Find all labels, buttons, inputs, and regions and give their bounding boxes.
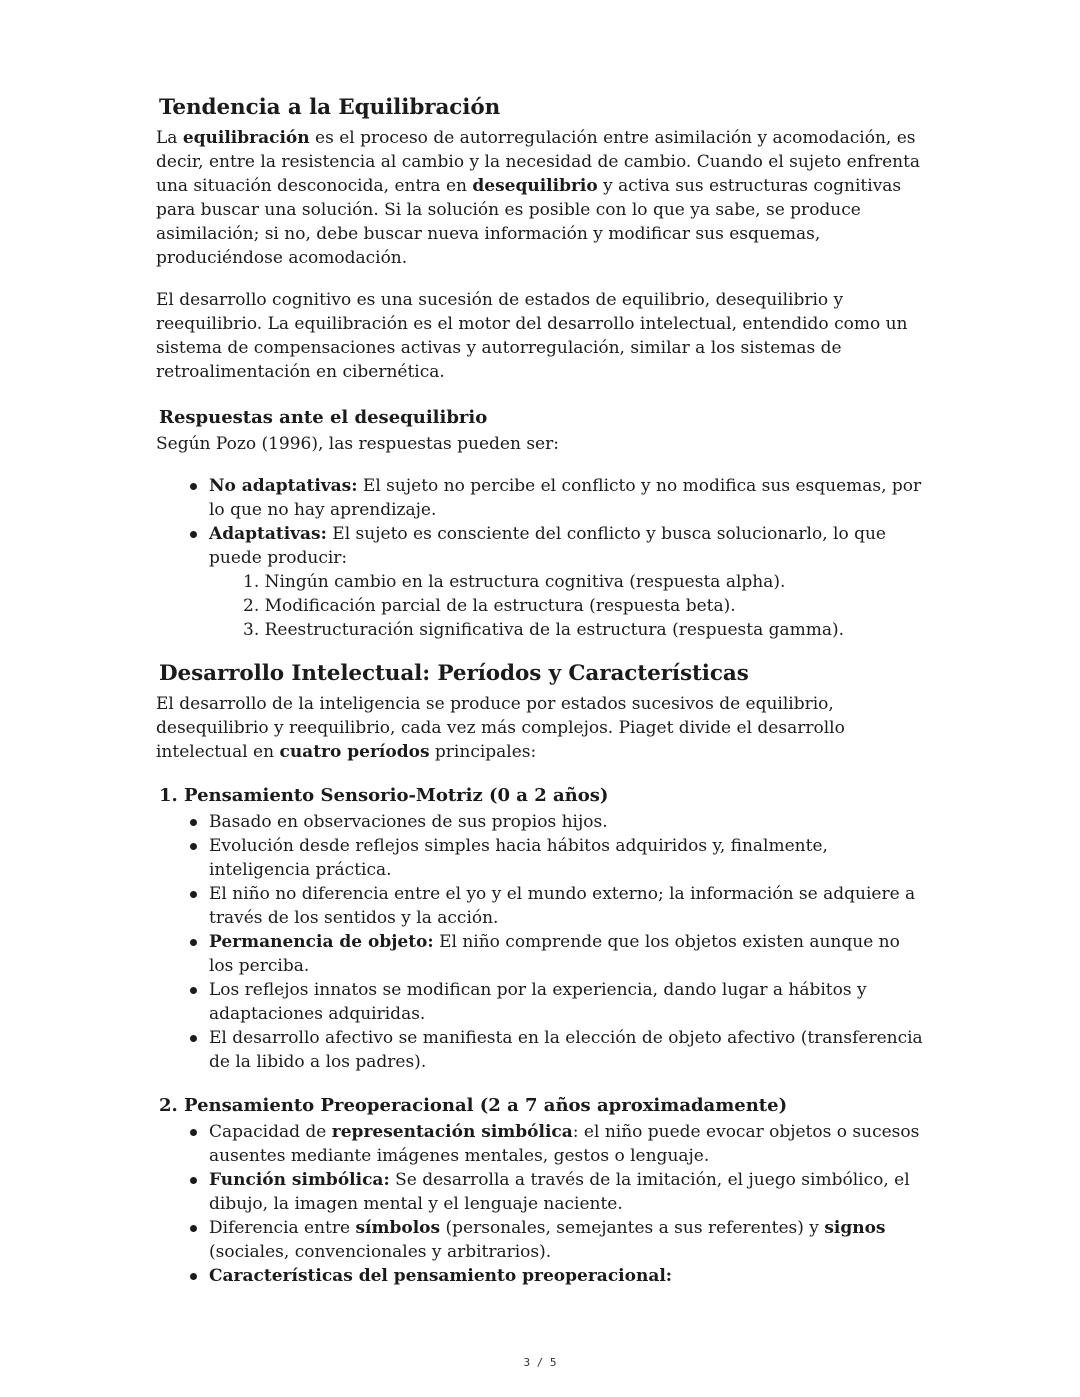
list-item: 2. Modificación parcial de la estructura (respuesta beta). [243,596,736,616]
sensorio-motriz-list [156,810,926,1074]
list-item: El niño no diferencia entre el yo y el mundo externo; la información se adquiere a través de los sentidos y la acción. [186,882,926,930]
paragraph-equilibracion-definition: La equilibración es el proceso de autorregulación entre asimilación y acomodación, es decir, entre la resistencia al cambio y la necesidad de cambio. Cuando el sujeto enfrenta una situación desconocida, entra en desequilibrio y activa sus estructuras cognitivas para buscar una solución. Si la solución es posible con lo que ya sabe, se produce asimilación; si no, debe buscar nueva información y modificar sus esquemas, produciéndose acomodación. [156,128,921,268]
page-number: 3 / 5 [523,1356,557,1369]
list-item: El desarrollo afectivo se manifiesta en la elección de objeto afectivo (transferencia de la libido a los padres). [186,1026,926,1074]
list-item: 3. Reestructuración significativa de la estructura (respuesta gamma). [243,620,845,640]
section-heading-desarrollo-intelectual: Desarrollo Intelectual: Períodos y Características [159,661,749,686]
paragraph-respuestas-intro: Según Pozo (1996), las respuestas pueden ser: [156,434,559,454]
respuestas-sublist [209,570,926,642]
subsection-heading-respuestas: Respuestas ante el desequilibrio [159,407,488,428]
document-page [156,94,926,1288]
subsection-heading-sensorio-motriz: 1. Pensamiento Sensorio-Motriz (0 a 2 años) [159,785,609,806]
list-item: Permanencia de objeto: El niño comprende que los objetos existen aunque no los perciba. [186,930,926,978]
list-item: Características del pensamiento preoperacional: [186,1264,926,1288]
list-item: Función simbólica: Se desarrolla a través de la imitación, el juego simbólico, el dibujo, la imagen mental y el lenguaje naciente. [186,1168,926,1216]
list-item: Basado en observaciones de sus propios hijos. [186,810,926,834]
list-item: Los reflejos innatos se modifican por la experiencia, dando lugar a hábitos y adaptaciones adquiridas. [186,978,926,1026]
paragraph-desarrollo-cognitivo: El desarrollo cognitivo es una sucesión de estados de equilibrio, desequilibrio y reequilibrio. La equilibración es el motor del desarrollo intelectual, entendido como un sistema de compensaciones activas y autorregulación, similar a los sistemas de retroalimentación en cibernética. [156,290,908,382]
paragraph-desarrollo-intelectual: El desarrollo de la inteligencia se produce por estados sucesivos de equilibrio, desequilibrio y reequilibrio, cada vez más complejos. Piaget divide el desarrollo intelectual en cuatro períodos principales: [156,694,845,762]
list-item: 1. Ningún cambio en la estructura cognitiva (respuesta alpha). [243,572,786,592]
list-item: No adaptativas: El sujeto no percibe el conflicto y no modifica sus esquemas, por lo que no hay aprendizaje. [186,474,926,522]
list-item: Diferencia entre símbolos (personales, semejantes a sus referentes) y signos (sociales, convencionales y arbitrarios). [186,1216,926,1264]
preoperacional-list [156,1120,926,1288]
list-item: Evolución desde reflejos simples hacia hábitos adquiridos y, finalmente, inteligencia práctica. [186,834,926,882]
subsection-heading-preoperacional: 2. Pensamiento Preoperacional (2 a 7 años aproximadamente) [159,1095,788,1116]
section-heading-equilibracion: Tendencia a la Equilibración [159,95,501,120]
respuestas-list [156,474,926,642]
list-item: Adaptativas: El sujeto es consciente del conflicto y busca solucionarlo, lo que puede producir: 1. Ningún cambio en la estructura cognitiva (respuesta alpha). 2. Modificación parcial de la estructura (respuesta beta). 3. Reestructuración significativa de la estructura (respuesta gamma). [186,522,926,642]
list-item: Capacidad de representación simbólica: el niño puede evocar objetos o sucesos ausentes mediante imágenes mentales, gestos o lenguaje. [186,1120,926,1168]
